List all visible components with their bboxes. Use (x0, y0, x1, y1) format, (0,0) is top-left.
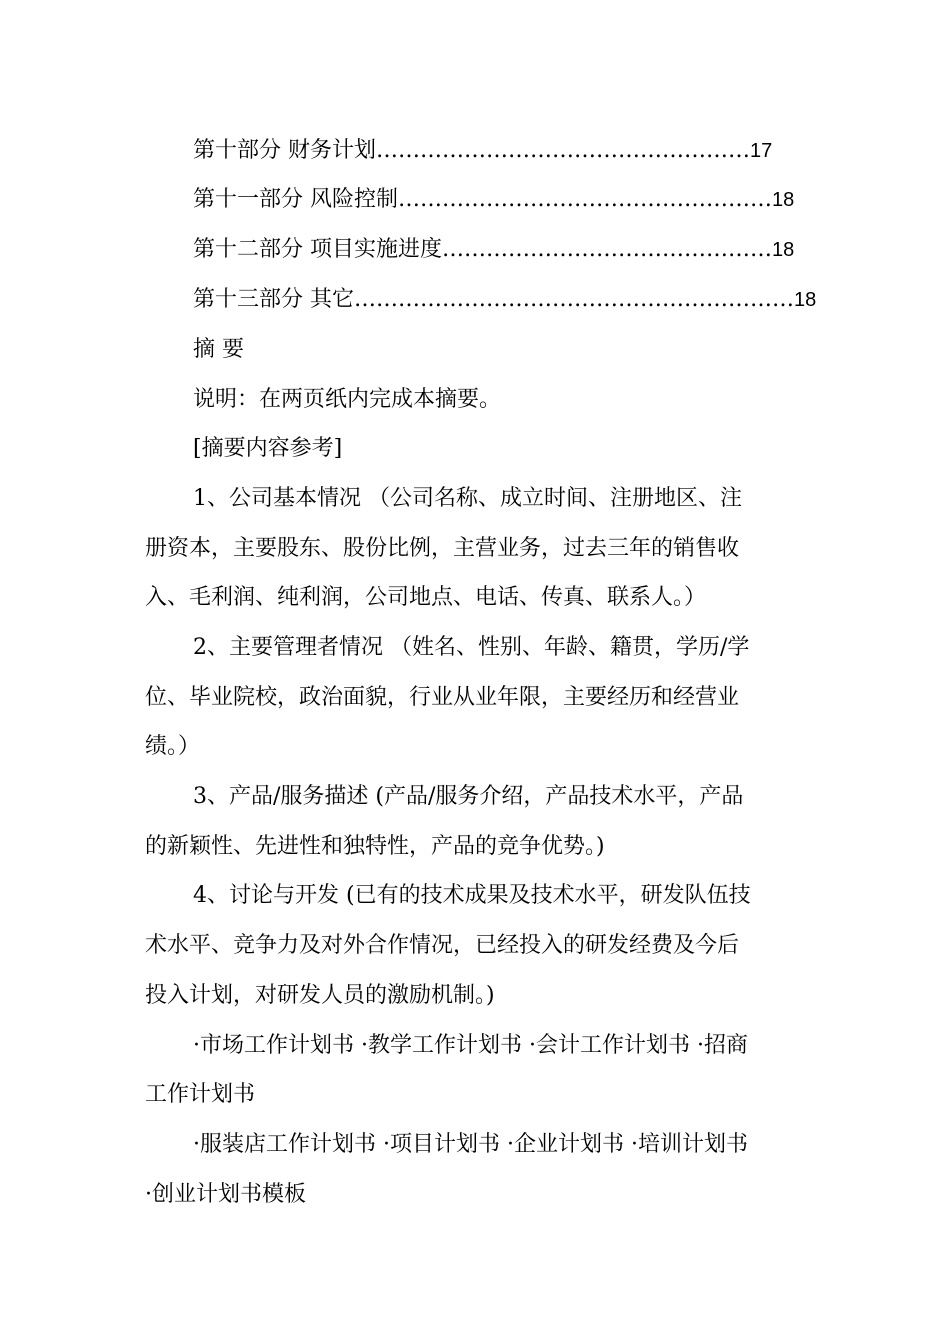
related-links-line[interactable]: 工作计划书 (145, 1082, 256, 1107)
toc-label: 第十部分 财务计划 (193, 138, 376, 163)
toc-page-number: 18 (772, 239, 795, 261)
paragraph-line: 位、毕业院校，政治面貌，行业从业年限，主要经历和经营业 (145, 685, 740, 710)
toc-leader: ……………………………………… (442, 237, 772, 262)
related-links-line[interactable]: ·创业计划书模板 (145, 1182, 306, 1207)
paragraph-line: 的新颖性、先进性和独特性，产品的竞争优势。) (145, 834, 605, 859)
toc-entry (193, 235, 794, 265)
toc-page-number: 18 (772, 189, 795, 211)
paragraph-line: 册资本，主要股东、股份比例，主营业务，过去三年的销售收 (145, 536, 740, 561)
toc-entry (193, 185, 794, 215)
summary-heading: 摘 要 (193, 337, 244, 362)
toc-leader: …………………………………………… (376, 138, 750, 163)
paragraph-line: 术水平、竞争力及对外合作情况，已经投入的研发经费及今后 (145, 933, 740, 958)
paragraph-line: 投入计划，对研发人员的激励机制。) (145, 983, 495, 1008)
paragraph-line: 入、毛利润、纯利润，公司地点、电话、传真、联系人。） (145, 585, 707, 610)
toc-leader: …………………………………………… (398, 187, 772, 212)
toc-entry (193, 136, 772, 166)
paragraph-line: 2、主要管理者情况 （姓名、性别、年龄、籍贯，学历/学 (193, 635, 750, 660)
paragraph-line: 4、讨论与开发 (已有的技术成果及技术水平，研发队伍技 (193, 883, 751, 908)
paragraph-line: 绩。） (145, 734, 201, 759)
related-links-line[interactable]: ·服装店工作计划书 ·项目计划书 ·企业计划书 ·培训计划书 (193, 1132, 748, 1157)
toc-label: 第十一部分 风险控制 (193, 187, 398, 212)
summary-note: 说明：在两页纸内完成本摘要。 (193, 387, 502, 412)
toc-entry (193, 285, 816, 315)
toc-label: 第十三部分 其它 (193, 287, 354, 312)
paragraph-line: 1、公司基本情况 （公司名称、成立时间、注册地区、注 (193, 486, 742, 511)
toc-page-number: 18 (794, 289, 817, 311)
reference-heading: [摘要内容参考] (193, 436, 343, 461)
toc-label: 第十二部分 项目实施进度 (193, 237, 442, 262)
paragraph-line: 3、产品/服务描述 (产品/服务介绍，产品技术水平，产品 (193, 784, 744, 809)
toc-page-number: 17 (750, 140, 773, 162)
toc-leader: …………………………………………………… (354, 287, 794, 312)
related-links-line[interactable]: ·市场工作计划书 ·教学工作计划书 ·会计工作计划书 ·招商 (193, 1033, 748, 1058)
